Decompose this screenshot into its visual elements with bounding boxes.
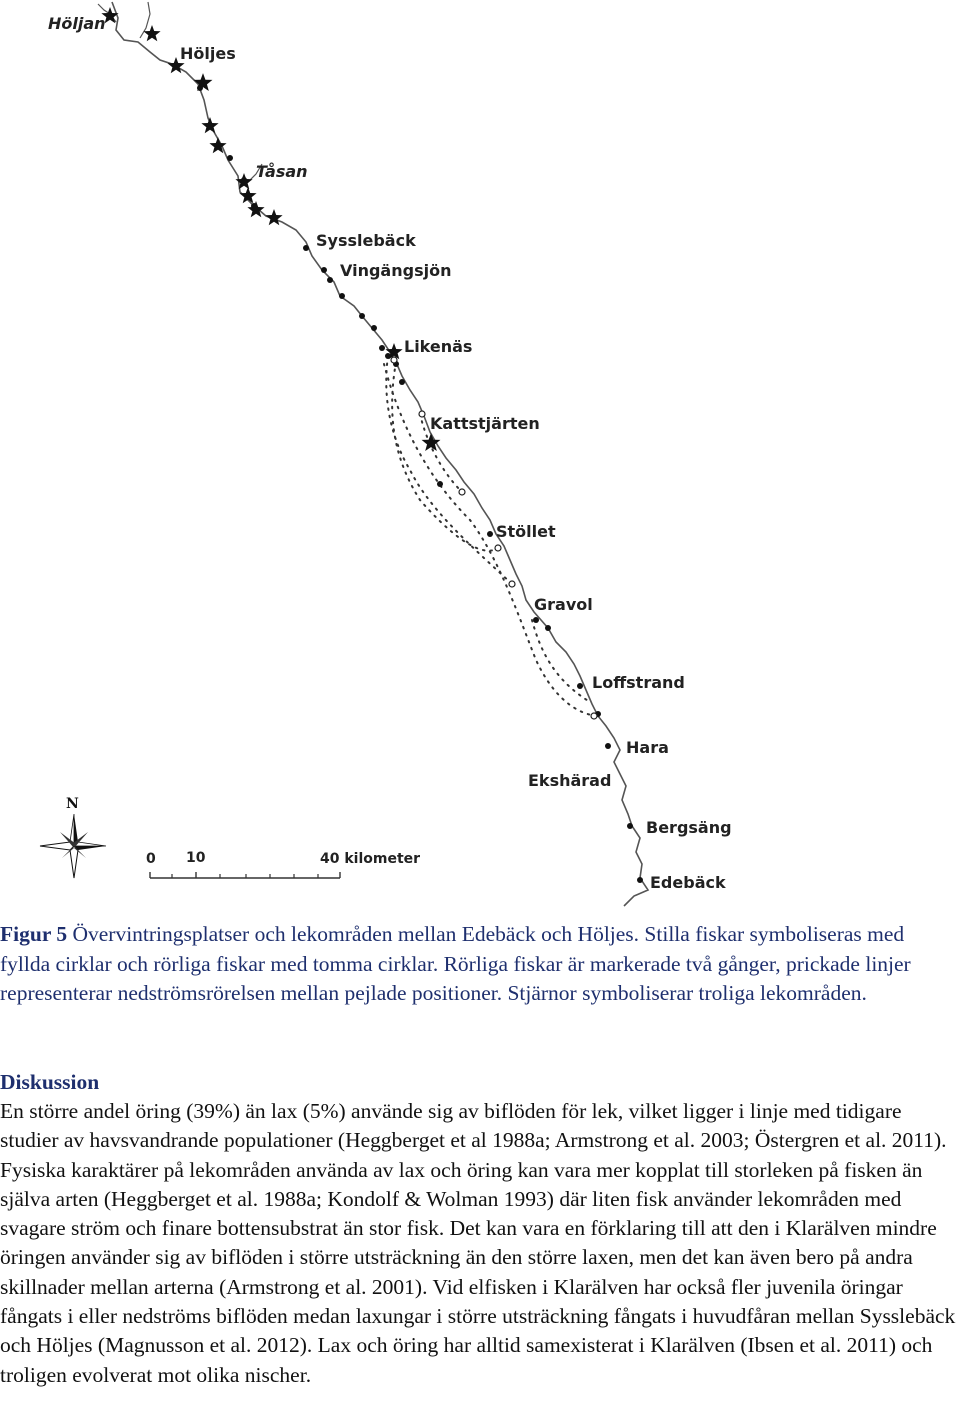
label-loffstrand: Loffstrand <box>592 673 685 692</box>
spawning-area-stars <box>101 7 440 451</box>
label-vingangsjon: Vingängsjön <box>340 261 452 280</box>
label-syssleback: Sysslebäck <box>316 231 416 250</box>
north-label: N <box>66 796 79 812</box>
discussion-heading: Diskussion <box>0 1070 100 1094</box>
label-holjes: Höljes <box>180 44 236 63</box>
label-eksharad: Ekshärad <box>528 771 612 790</box>
scale-tick-0: 0 <box>146 851 156 867</box>
label-stollet: Stöllet <box>496 522 556 541</box>
label-holjan: Höljan <box>48 14 106 33</box>
scale-tick-40: 40 kilometer <box>320 851 421 867</box>
figure-caption <box>0 920 958 1009</box>
mobile-fish-markers <box>391 357 597 719</box>
discussion-body: En större andel öring (39%) än lax (5%) använde sig av biflöden för lek, vilket ligger i linje med tidigare studier av havsvandrande populationer (Heggberget et al 1988a; Armstrong et al. 2003; Östergren et al. 2011). Fysiska karaktärer på lekområden använda av lax och öring kan vara mer kopplat till storleken på fisken än själva arten (Heggberget et al. 1988a; Kondolf & Wolman 1993) där liten fisk använder lekområden med svagare ström och finare bottensubstrat än stor fisk. Det kan vara en förklaring till att den i Klarälven mindre öringen använder sig av biflöden i större utsträckning än den större laxen, men det kan även bero på andra skillnader mellan arterna (Armstrong et al. 2001). Vid elfisken i Klarälven har också fler juvenila öringar fångats i eller nedströms biflöden medan laxungar i större utsträckning fångats i huvudfåran mellan Sysslebäck och Höljes (Magnusson et al. 2012). Lax och öring har alltid samexisterat i Klarälven (Ibsen et al. 2011) och troligen evolverat mot olika nischer. <box>0 1099 956 1387</box>
figure-label: Figur 5 <box>0 922 68 946</box>
scale-bar <box>146 850 420 878</box>
north-arrow <box>40 796 106 878</box>
label-tasan: Tåsan <box>256 162 308 181</box>
label-gravol: Gravol <box>534 595 593 614</box>
label-edeback: Edebäck <box>650 873 726 892</box>
stationary-fish-markers <box>197 85 643 883</box>
label-hara: Hara <box>626 738 669 757</box>
scale-tick-10: 10 <box>186 850 206 866</box>
label-kattstjarten: Kattstjärten <box>430 414 540 433</box>
discussion-section <box>0 1068 958 1390</box>
figure-caption-text: Övervintringsplatser och lekområden mellan Edebäck och Höljes. Stilla fiskar symboliseras med fyllda cirklar och rörliga fiskar med tomma cirklar. Rörliga fiskar är markerade två gånger, prickade linjer representerar nedströmsrörelsen mellan pejlade positioner. Stjärnor symboliserar troliga lekområden. <box>0 922 911 1005</box>
label-likenas: Likenäs <box>404 337 473 356</box>
label-bergsang: Bergsäng <box>646 818 732 837</box>
